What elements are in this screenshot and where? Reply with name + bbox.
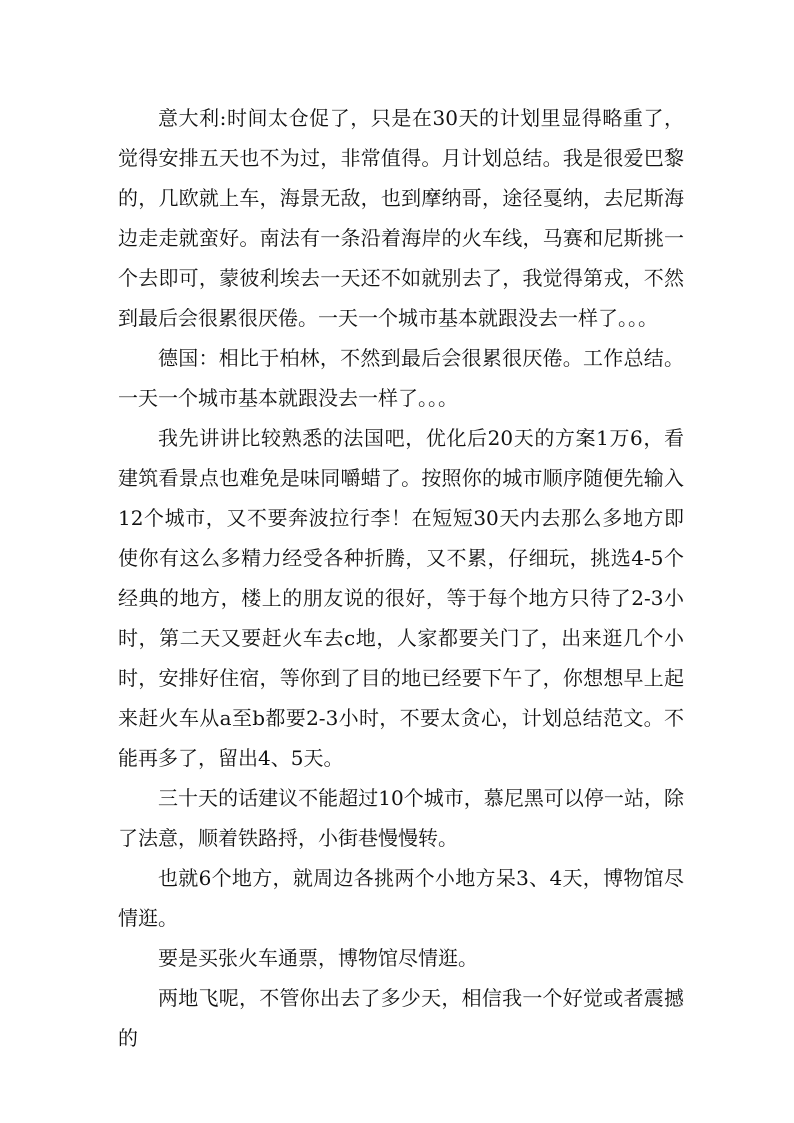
paragraph: 两地飞呢，不管你出去了多少天，相信我一个好觉或者震撼的: [118, 986, 684, 1050]
paragraph: 我先讲讲比较熟悉的法国吧，优化后20天的方案1万6，看建筑看景点也难免是味同嚼蜡了。按照你的城市顺序随便先输入12个城市，又不要奔波拉行李！在短短30天内去那么多地方即使你有这么多精力经受各种折腾，又不累，仔细玩，挑选4-5个经典的地方，楼上的朋友说的很好，等于每个地方只待了2-3小时，第二天又要赶火车去c地，人家都要关门了，出来逛几个小时，安排好住宿，等你到了目的地已经要下午了，你想想早上起来赶火车从a至b都要2-3小时，不要太贪心，计划总结范文。不能再多了，留出4、5天。: [118, 426, 684, 770]
paragraph: 要是买张火车通票，博物馆尽情逛。: [158, 946, 478, 970]
document-body: [118, 98, 684, 1058]
paragraph: 也就6个地方，就周边各挑两个小地方呆3、4天，博物馆尽情逛。: [118, 866, 684, 930]
paragraph: 意大利:时间太仓促了，只是在30天的计划里显得略重了，觉得安排五天也不为过，非常值得。月计划总结。我是很爱巴黎的，几欧就上车，海景无敌，也到摩纳哥，途径戛纳，去尼斯海边走走就蛮好。南法有一条沿着海岸的火车线，马赛和尼斯挑一个去即可，蒙彼利埃去一天还不如就别去了，我觉得第戎，不然到最后会很累很厌倦。一天一个城市基本就跟没去一样了。。。: [118, 106, 684, 330]
paragraph: 三十天的话建议不能超过10个城市，慕尼黑可以停一站，除了法意，顺着铁路捋，小街巷慢慢转。: [118, 786, 684, 850]
paragraph: 德国：相比于柏林，不然到最后会很累很厌倦。工作总结。一天一个城市基本就跟没去一样了。。。: [118, 346, 684, 410]
